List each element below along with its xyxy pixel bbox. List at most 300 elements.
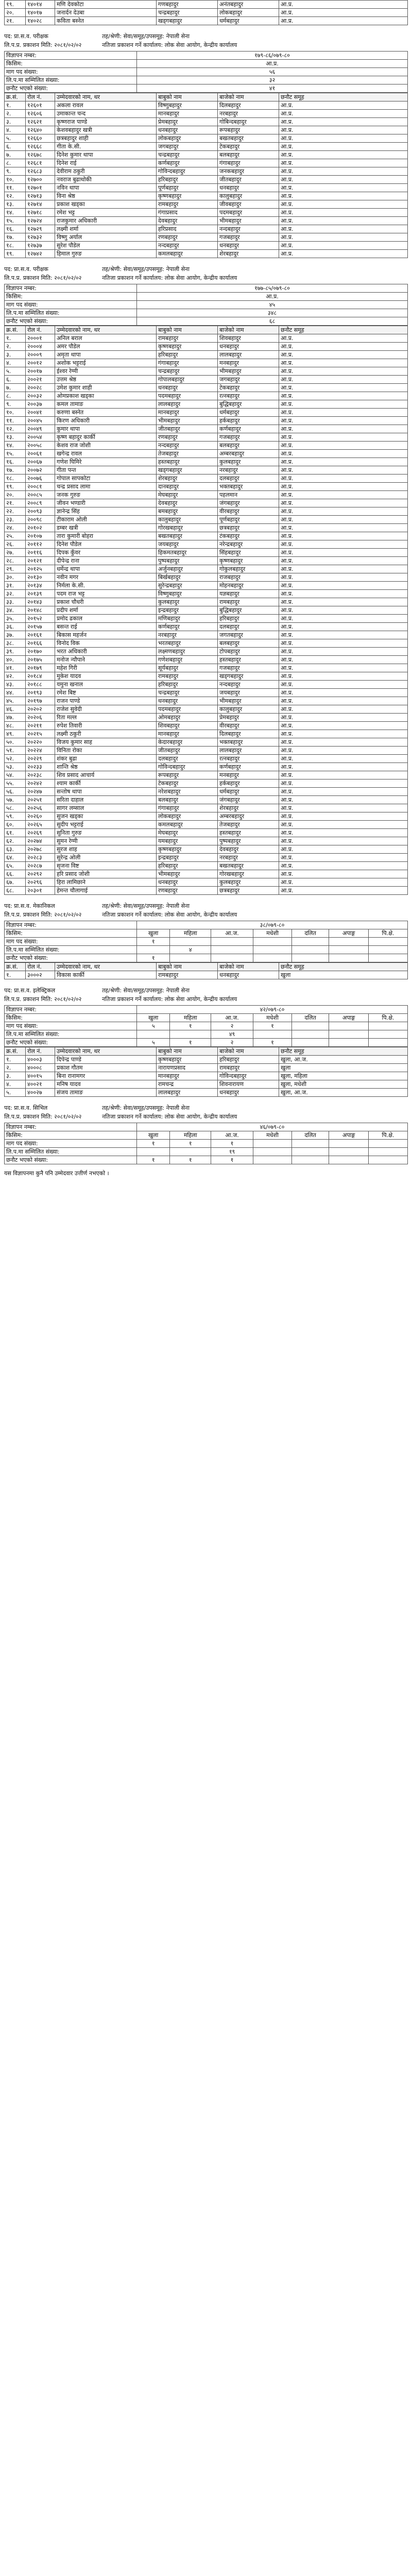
table-cell: प्रमोद ढकाल bbox=[55, 615, 157, 623]
table-cell: लालबहादुर bbox=[157, 400, 218, 409]
table-row bbox=[5, 804, 408, 812]
table-cell: दिपेन्द्र पाण्डे bbox=[55, 1056, 157, 1064]
table-cell: ५३. bbox=[5, 763, 26, 771]
summary-row bbox=[5, 1014, 408, 1022]
table-cell: बुद्धिबहादुर bbox=[218, 606, 279, 615]
table-cell: नन्दबहादुर bbox=[157, 242, 218, 250]
table-cell: २०२६५ bbox=[26, 821, 55, 829]
table-cell: विष्णुबहादुर bbox=[157, 101, 218, 110]
table-cell: कुलबहादुर bbox=[218, 878, 279, 887]
table-cell: १२७१४ bbox=[26, 200, 55, 209]
table-cell: २००४५ bbox=[26, 417, 55, 425]
summary-label: छनौट भएको संख्या: bbox=[5, 954, 137, 962]
table-cell: विकास कार्की bbox=[55, 971, 157, 979]
table-cell: गणबहादुर bbox=[157, 1, 218, 9]
table-row bbox=[5, 639, 408, 648]
table-cell: पदमबहादुर bbox=[157, 392, 218, 400]
table-row bbox=[5, 9, 408, 17]
table-cell: प्रकाश चौधरी bbox=[55, 598, 157, 606]
table-cell: टीकाराम ओली bbox=[55, 516, 157, 524]
summary-label: लि.प.मा सम्मिलित संख्या: bbox=[5, 1030, 137, 1039]
table-cell: आ.प्र. bbox=[279, 887, 408, 895]
table-cell: प्रकाश गौतम bbox=[55, 1064, 157, 1072]
table-cell: बिकास महर्जन bbox=[55, 631, 157, 639]
table-cell: १४. bbox=[5, 442, 26, 450]
table-row bbox=[5, 747, 408, 755]
table-cell: देवबहादुर bbox=[218, 845, 279, 854]
table-cell: २०१६६ bbox=[26, 639, 55, 648]
table-cell: ६. bbox=[5, 143, 26, 151]
table-cell: टेकबहादुर bbox=[218, 384, 279, 392]
table-cell: खुला bbox=[279, 971, 408, 979]
table-cell: आ.प्र. bbox=[279, 233, 408, 242]
table-cell: नवीन मगर bbox=[55, 573, 157, 582]
table-cell: ४०००३ bbox=[26, 1056, 55, 1064]
column-header: बाजेको नाम bbox=[218, 1047, 279, 1056]
table-cell: १२७२४ bbox=[26, 217, 55, 225]
table-cell: रामबहादुर bbox=[157, 200, 218, 209]
summary-label: लि.प.मा सम्मिलित संख्या: bbox=[5, 1148, 137, 1156]
post-label: पद: प्रा.स.व. सिभिल bbox=[4, 1105, 48, 1111]
office-label: नतिजा प्रकाशन गर्ने कार्यालय: लोक सेवा आयोग, केन्द्रीय कार्यालय bbox=[102, 275, 237, 281]
table-header-row bbox=[5, 93, 408, 101]
summary-row bbox=[5, 317, 408, 326]
column-header: रोल नं. bbox=[26, 963, 55, 971]
table-cell: भीमबहादुर bbox=[218, 367, 279, 376]
table-cell: आ.प्र. bbox=[279, 796, 408, 804]
table-row bbox=[5, 1089, 408, 1097]
table-cell: देवीराम ठकुरी bbox=[55, 167, 157, 176]
table-cell: कृष्णबहादुर bbox=[218, 557, 279, 565]
summary-value: ४५ bbox=[137, 301, 408, 309]
table-cell: धनबहादुर bbox=[218, 343, 279, 351]
table-cell: गजबहादुर bbox=[218, 433, 279, 442]
table-cell: नविन थापा bbox=[55, 184, 157, 192]
table-row bbox=[5, 516, 408, 524]
table-cell: ६४. bbox=[5, 854, 26, 862]
table-cell: आ.प्र. bbox=[279, 376, 408, 384]
table-cell: जयबहादुर bbox=[157, 540, 218, 549]
summary-value: २ bbox=[211, 1022, 253, 1030]
table-cell: २०१०२ bbox=[26, 524, 55, 532]
table-cell: आ.प्र. bbox=[279, 648, 408, 656]
column-header: छनौट समूह bbox=[279, 326, 408, 334]
table-cell: ज्ञानेन्द्र सिंह bbox=[55, 507, 157, 516]
column-header: उम्मेदवारको नाम, थर bbox=[55, 963, 157, 971]
table-cell: आ.प्र. bbox=[279, 854, 408, 862]
summary-value bbox=[369, 946, 408, 954]
summary-row bbox=[5, 309, 408, 317]
table-cell: बखतबहादुर bbox=[218, 134, 279, 143]
column-header: छनौट समूह bbox=[279, 963, 408, 971]
table-cell: आ.प्र. bbox=[279, 151, 408, 159]
advertisement-number: ४६/०७९-८० bbox=[137, 1123, 408, 1131]
table-cell: २०. bbox=[5, 9, 26, 17]
table-cell: कुलबहादुर bbox=[157, 598, 218, 606]
table-cell: आ.प्र. bbox=[279, 730, 408, 738]
summary-value bbox=[292, 1039, 329, 1047]
table-cell: ६१. bbox=[5, 829, 26, 837]
summary-value bbox=[329, 1148, 369, 1156]
table-cell: २००९८ bbox=[26, 516, 55, 524]
summary-value: आ.ज. bbox=[211, 1131, 253, 1140]
table-cell: आ.प्र. bbox=[279, 524, 408, 532]
table-cell: गोपालबहादुर bbox=[157, 376, 218, 384]
table-cell: २०२६० bbox=[26, 812, 55, 821]
table-cell: आ.प्र. bbox=[279, 200, 408, 209]
table-cell: नरबहादुर bbox=[218, 110, 279, 118]
table-row bbox=[5, 714, 408, 722]
summary-value bbox=[292, 1030, 329, 1039]
summary-value: आ.ज. bbox=[211, 929, 253, 938]
table-cell: शेरबहादुर bbox=[218, 804, 279, 812]
table-cell: पहलमान bbox=[218, 491, 279, 499]
table-cell: नारायणप्रसाद bbox=[157, 1064, 218, 1072]
table-cell: आ.प्र. bbox=[279, 400, 408, 409]
table-cell: गोरखबहादुर bbox=[157, 524, 218, 532]
table-cell: २००५४ bbox=[26, 433, 55, 442]
table-cell: जीतबहादुर bbox=[218, 176, 279, 184]
table-row bbox=[5, 623, 408, 631]
service-label: तह/श्रेणी: सेवा/समूह/उपसमूह: नेपाली सेना bbox=[102, 903, 190, 909]
table-cell: ३१. bbox=[5, 582, 26, 590]
table-cell: किरण अधिकारी bbox=[55, 417, 157, 425]
table-cell: प्रेमबहादुर bbox=[157, 118, 218, 126]
table-row bbox=[5, 598, 408, 606]
table-cell: २१. bbox=[5, 17, 26, 25]
table-cell: २००५८ bbox=[26, 442, 55, 450]
table-cell: १२७१३ bbox=[26, 192, 55, 200]
table-cell: गोरखबहादुर bbox=[218, 870, 279, 878]
summary-row bbox=[5, 929, 408, 938]
table-cell: ५४. bbox=[5, 771, 26, 779]
table-cell: २. bbox=[5, 110, 26, 118]
table-cell: आ.प्र. bbox=[279, 409, 408, 417]
table-cell: लक्ष्मी ठकुरी bbox=[55, 730, 157, 738]
table-cell: २६. bbox=[5, 540, 26, 549]
table-cell: १. bbox=[5, 101, 26, 110]
table-cell: सरिता दाहाल bbox=[55, 796, 157, 804]
table-cell: बसन्त राई bbox=[55, 623, 157, 631]
table-row bbox=[5, 409, 408, 417]
summary-value: १ bbox=[170, 1140, 211, 1148]
table-cell: २०११२ bbox=[26, 540, 55, 549]
table-cell: अशोक भट्टराई bbox=[55, 359, 157, 367]
summary-value: ५६ bbox=[137, 68, 408, 76]
table-cell: सूर्यबहादुर bbox=[157, 664, 218, 672]
summary-label: किसिम: bbox=[5, 60, 137, 68]
table-cell: भरत अधिकारी bbox=[55, 648, 157, 656]
summary-label: छनौट भएको संख्या: bbox=[5, 1156, 137, 1164]
table-cell: भीमबहादुर bbox=[157, 870, 218, 878]
summary-label: विज्ञापन नम्बर: bbox=[5, 921, 137, 929]
table-cell: प्रेमबहादुर bbox=[218, 714, 279, 722]
table-cell: बिना रानामगर bbox=[55, 1072, 157, 1080]
table-cell: १३. bbox=[5, 433, 26, 442]
table-cell: इन्द्रबहादुर bbox=[157, 606, 218, 615]
table-row bbox=[5, 491, 408, 499]
table-cell: आ.प्र. bbox=[279, 1, 408, 9]
table-row bbox=[5, 392, 408, 400]
table-row bbox=[5, 233, 408, 242]
summary-value bbox=[329, 1039, 369, 1047]
summary-value: खुला bbox=[137, 1131, 170, 1140]
table-cell: हरिबहादुर bbox=[157, 862, 218, 870]
table-cell: गंगाबहादुर bbox=[218, 159, 279, 167]
table-cell: पुष्पबहादुर bbox=[218, 837, 279, 845]
table-row bbox=[5, 878, 408, 887]
summary-value: अपाङ्ग bbox=[329, 1131, 369, 1140]
office-label: नतिजा प्रकाशन गर्ने कार्यालय: लोक सेवा आयोग, केन्द्रीय कार्यालय bbox=[102, 42, 237, 48]
table-cell: करुणा बस्नेत bbox=[55, 409, 157, 417]
table-cell: २०. bbox=[5, 491, 26, 499]
table-row bbox=[5, 101, 408, 110]
table-cell: ३. bbox=[5, 118, 26, 126]
summary-value bbox=[253, 1140, 291, 1148]
table-cell: आ.प्र. bbox=[279, 615, 408, 623]
table-cell: लोकबहादुर bbox=[157, 134, 218, 143]
table-cell: प्रकाश खड्का bbox=[55, 200, 157, 209]
section-header bbox=[4, 987, 408, 1003]
table-cell: रमेश भट्ट bbox=[55, 209, 157, 217]
table-cell: २००८५ bbox=[26, 491, 55, 499]
table-cell: लक्ष्मणबहादुर bbox=[157, 648, 218, 656]
table-cell: १६. bbox=[5, 225, 26, 233]
table-cell: ३८. bbox=[5, 639, 26, 648]
post-label: पद: प्रा.स.व. परीक्षक bbox=[4, 33, 48, 40]
table-cell: आ.प्र. bbox=[279, 747, 408, 755]
table-cell: आ.प्र. bbox=[279, 134, 408, 143]
table-cell: केशव राज जोशी bbox=[55, 442, 157, 450]
column-header: बाजेको नाम bbox=[218, 963, 279, 971]
table-cell: खुला, आ.ज. bbox=[279, 1056, 408, 1064]
table-cell: सुरेन्द्रबहादुर bbox=[157, 582, 218, 590]
table-cell: धनबहादुर bbox=[157, 697, 218, 705]
table-cell: ४०००८ bbox=[26, 1064, 55, 1072]
table-cell: आ.प्र. bbox=[279, 167, 408, 176]
table-cell: यमबहादुर bbox=[157, 837, 218, 845]
table-cell: ३०००२ bbox=[26, 971, 55, 979]
table-row bbox=[5, 425, 408, 433]
table-cell: प्रदीप शर्मा bbox=[55, 606, 157, 615]
table-cell: आ.प्र. bbox=[279, 143, 408, 151]
table-cell: महेश गिरी bbox=[55, 664, 157, 672]
table-cell: १४०२८ bbox=[26, 17, 55, 25]
table-cell: छत्रबहादुर शाही bbox=[55, 134, 157, 143]
table-cell: मेघबहादुर bbox=[157, 491, 218, 499]
table-row bbox=[5, 110, 408, 118]
table-cell: आ.प्र. bbox=[279, 656, 408, 664]
summary-value: १७९-८६/०७९-८० bbox=[137, 52, 408, 60]
table-cell: आ.प्र. bbox=[279, 845, 408, 854]
table-cell: १२. bbox=[5, 425, 26, 433]
summary-label: छनौट भएको संख्या: bbox=[5, 84, 137, 93]
result-section bbox=[4, 32, 408, 258]
table-cell: विनिता रोका bbox=[55, 747, 157, 755]
table-cell: नरबहादुर bbox=[218, 854, 279, 862]
table-row bbox=[5, 615, 408, 623]
summary-value: १ bbox=[137, 938, 170, 946]
table-cell: २०१७५ bbox=[26, 656, 55, 664]
table-row bbox=[5, 442, 408, 450]
table-row bbox=[5, 738, 408, 747]
table-row bbox=[5, 351, 408, 359]
table-cell: सृजना विष्ट bbox=[55, 862, 157, 870]
table-row bbox=[5, 250, 408, 258]
table-cell: कविता बस्नेत bbox=[55, 17, 157, 25]
table-cell: गंगाप्रसाद bbox=[157, 209, 218, 217]
table-cell: कमल तामाङ bbox=[55, 400, 157, 409]
table-row bbox=[5, 829, 408, 837]
table-row bbox=[5, 557, 408, 565]
table-cell: २०१३४ bbox=[26, 582, 55, 590]
table-cell: ३०. bbox=[5, 573, 26, 582]
table-cell: १२६०६ bbox=[26, 110, 55, 118]
table-cell: खुला bbox=[279, 1064, 408, 1072]
table-row bbox=[5, 242, 408, 250]
summary-value bbox=[253, 954, 291, 962]
table-cell: ३९. bbox=[5, 648, 26, 656]
summary-label: छनौट भएको संख्या: bbox=[5, 1039, 137, 1047]
table-cell: आ.प्र. bbox=[279, 217, 408, 225]
table-cell: २०२७८ bbox=[26, 845, 55, 854]
table-row bbox=[5, 118, 408, 126]
table-cell: हिमाल गुरुङ bbox=[55, 250, 157, 258]
table-cell: २०२८३ bbox=[26, 854, 55, 862]
table-cell: मनबहादुर bbox=[218, 771, 279, 779]
summary-table bbox=[4, 284, 408, 326]
publish-date: लि.प.प्र. प्रकाशन मिति: २०८१/०२/०२ bbox=[4, 42, 82, 48]
column-header: बाबुको नाम bbox=[157, 93, 218, 101]
table-cell: २०१९७ bbox=[26, 697, 55, 705]
summary-label: माग पद संख्या: bbox=[5, 1022, 137, 1030]
summary-value bbox=[170, 1030, 211, 1039]
summary-value: मधेशी bbox=[253, 929, 291, 938]
column-header: उम्मेदवारको नाम, थर bbox=[55, 326, 157, 334]
table-cell: विष्णुबहादुर bbox=[157, 590, 218, 598]
table-row bbox=[5, 664, 408, 672]
table-cell: आ.प्र. bbox=[279, 225, 408, 233]
table-row bbox=[5, 763, 408, 771]
table-cell: आ.प्र. bbox=[279, 697, 408, 705]
table-cell: आ.प्र. bbox=[279, 425, 408, 433]
summary-value bbox=[170, 954, 211, 962]
table-row bbox=[5, 334, 408, 343]
table-row bbox=[5, 837, 408, 845]
table-cell: १५. bbox=[5, 450, 26, 458]
table-row bbox=[5, 887, 408, 895]
table-cell: यज्ञबहादुर bbox=[218, 590, 279, 598]
table-cell: आ.प्र. bbox=[279, 334, 408, 343]
table-header-row bbox=[5, 1047, 408, 1056]
table-cell: आ.प्र. bbox=[279, 557, 408, 565]
table-cell: ५७. bbox=[5, 796, 26, 804]
office-label: नतिजा प्रकाशन गर्ने कार्यालय: लोक सेवा आयोग, केन्द्रीय कार्यालय bbox=[102, 996, 237, 1003]
summary-value bbox=[369, 1039, 408, 1047]
table-row bbox=[5, 755, 408, 763]
table-cell: रामचन्द्र bbox=[157, 1080, 218, 1089]
table-cell: धनबहादुर bbox=[157, 878, 218, 887]
summary-value: १ bbox=[137, 954, 170, 962]
table-cell: दिनेश कुमार थापा bbox=[55, 151, 157, 159]
table-cell: ४६. bbox=[5, 705, 26, 714]
summary-value bbox=[329, 1140, 369, 1148]
table-cell: ४. bbox=[5, 126, 26, 134]
table-cell: रूपबहादुर bbox=[157, 771, 218, 779]
table-cell: आ.प्र. bbox=[279, 738, 408, 747]
table-cell: कर्णबहादुर bbox=[218, 763, 279, 771]
table-cell: दिनेश पौडेल bbox=[55, 540, 157, 549]
table-cell: ४९. bbox=[5, 730, 26, 738]
table-cell: धनबहादुर bbox=[218, 242, 279, 250]
table-cell: २०१८८ bbox=[26, 681, 55, 689]
table-cell: कृष्णराज पाण्डे bbox=[55, 118, 157, 126]
table-cell: २२. bbox=[5, 507, 26, 516]
table-row bbox=[5, 845, 408, 854]
table-cell: विना श्रेष्ठ bbox=[55, 192, 157, 200]
table-cell: २०१७९ bbox=[26, 664, 55, 672]
table-cell: २८. bbox=[5, 557, 26, 565]
table-header-row bbox=[5, 963, 408, 971]
table-cell: सुरज शाह bbox=[55, 845, 157, 854]
table-row bbox=[5, 705, 408, 714]
table-cell: नन्दबहादुर bbox=[157, 442, 218, 450]
table-row bbox=[5, 359, 408, 367]
table-cell: भीमबहादुर bbox=[218, 217, 279, 225]
table-cell: ४. bbox=[5, 1080, 26, 1089]
table-cell: २०२३८ bbox=[26, 771, 55, 779]
table-cell: रणबहादुर bbox=[157, 433, 218, 442]
table-cell: ६३. bbox=[5, 845, 26, 854]
table-cell: केदारबहादुर bbox=[157, 738, 218, 747]
summary-row bbox=[5, 76, 408, 84]
post-label: पद: प्रा.स.व. मेकानिकल bbox=[4, 903, 55, 909]
summary-value bbox=[292, 1148, 329, 1156]
table-cell: रुपेश तिवारी bbox=[55, 722, 157, 730]
table-cell: आ.प्र. bbox=[279, 837, 408, 845]
table-cell: १४०१४ bbox=[26, 1, 55, 9]
summary-row bbox=[5, 68, 408, 76]
table-cell: पदमबहादुर bbox=[157, 705, 218, 714]
table-cell: कर्णबहादुर bbox=[157, 623, 218, 631]
table-cell: २००८९ bbox=[26, 499, 55, 507]
table-cell: गंगाबहादुर bbox=[157, 804, 218, 812]
table-cell: आ.प्र. bbox=[279, 359, 408, 367]
table-cell: नरेन्द्रबहादुर bbox=[218, 540, 279, 549]
table-cell: ५९. bbox=[5, 812, 26, 821]
table-cell: १२६६० bbox=[26, 134, 55, 143]
table-cell: ६८. bbox=[5, 887, 26, 895]
table-cell: केशवबहादुर खत्री bbox=[55, 126, 157, 134]
table-cell: जनक गुरुङ bbox=[55, 491, 157, 499]
advertisement-number: ३८/०७९-८० bbox=[137, 921, 408, 929]
table-cell: १२६८१ bbox=[26, 159, 55, 167]
table-cell: लालबहादुर bbox=[218, 747, 279, 755]
table-cell: रिता मल्ल bbox=[55, 714, 157, 722]
summary-label: किसिम: bbox=[5, 293, 137, 301]
table-row bbox=[5, 200, 408, 209]
table-row bbox=[5, 681, 408, 689]
column-header: उम्मेदवारको नाम, थर bbox=[55, 93, 157, 101]
table-cell: २. bbox=[5, 343, 26, 351]
table-cell: लालबहादुर bbox=[218, 351, 279, 359]
table-cell: ३६. bbox=[5, 623, 26, 631]
summary-row bbox=[5, 1140, 408, 1148]
table-cell: लालबहादुर bbox=[157, 1089, 218, 1097]
table-cell: २५. bbox=[5, 532, 26, 540]
table-row bbox=[5, 532, 408, 540]
table-cell: १२७०० bbox=[26, 176, 55, 184]
